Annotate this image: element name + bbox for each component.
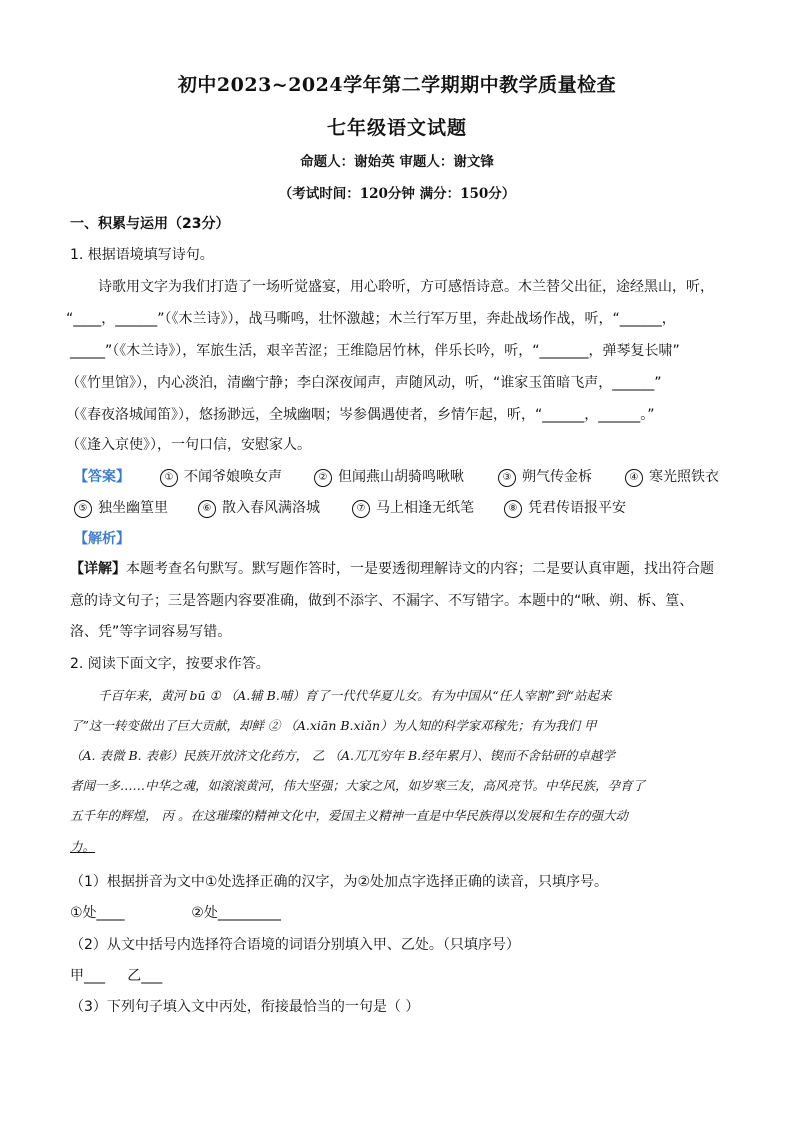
sub-question-2-blanks[interactable]: 甲___ 乙___ xyxy=(70,968,163,984)
exam-info: （考试时间：120分钟 满分：150分） xyxy=(278,186,516,202)
passage-line: 了”这一转变做出了巨大贡献，却鲜 ② （A.xiān B.xiǎn）为人知的科学家邓稼先；有为我们 甲 xyxy=(70,718,597,733)
passage-line: （A. 表微 B. 表彰）民族开放济文化药方， 乙 （A.兀兀穷年 B.经年累月）、锲而不舍钻研的卓越学 xyxy=(70,748,615,763)
question-1-text-line: （《逢入京使》），一句口信，安慰家人。 xyxy=(66,437,311,453)
answer-item: ⑥ 散入春风满洛城 xyxy=(198,497,320,518)
passage-line: 五千年的辉煌， 丙 。在这璀璨的精神文化中，爱国主义精神一直是中华民族得以发展和生存的强大动 xyxy=(70,808,628,823)
detail-line: 洛、凭”等字词容易写错。 xyxy=(70,624,232,640)
answer-item: ④ 寒光照铁衣 xyxy=(625,466,719,487)
answer-item: ② 但闻燕山胡骑鸣啾啾 xyxy=(314,466,464,487)
question-1-text-line: （《春夜洛城闻笛》），悠扬渺远，全城幽咽；岑参偶遇使者，乡情乍起，听，“______，______。” xyxy=(66,407,655,423)
sub-question-3: （3）下列句子填入文中丙处，衔接最恰当的一句是（ ） xyxy=(70,999,420,1015)
answer-item: ① 不闻爷娘唤女声 xyxy=(160,466,282,487)
answer-item: ③ 朔气传金柝 xyxy=(498,466,592,487)
question-1-text-line: 诗歌用文字为我们打造了一场听觉盛宴，用心聆听，方可感悟诗意。木兰替父出征，途经黑山，听， xyxy=(98,279,714,295)
exam-title: 初中2023~2024学年第二学期期中教学质量检查 xyxy=(177,74,617,96)
passage-line: 力。 xyxy=(70,839,96,854)
detail-line: 意的诗文句子；三是答题内容要准确，做到不添字、不漏字、不写错字。本题中的“啾、朔、柝、篁、 xyxy=(70,593,694,609)
question-2-prompt: 2. 阅读下面文字，按要求作答。 xyxy=(70,656,270,672)
question-1-text-line: _____”（《木兰诗》），军旅生活，艰辛苦涩；王维隐居竹林，伴乐长吟，听，“_______，弹琴复长啸” xyxy=(70,343,680,359)
analysis-label: 【解析】 xyxy=(74,531,130,547)
sub-question-2: （2）从文中括号内选择符合语境的词语分别填入甲、乙处。（只填序号） xyxy=(70,937,520,953)
detail-label: 【详解】 xyxy=(70,561,126,577)
question-1-text-line: （《竹里馆》），内心淡泊，清幽宁静；李白深夜闻声，声随风动，听，“谁家玉笛暗飞声，______” xyxy=(66,375,662,391)
detail-line: 【详解】本题考查名句默写。默写题作答时，一是要透彻理解诗文的内容；二是要认真审题，找出符合题 xyxy=(70,561,714,577)
answer-item: ⑧ 凭君传语报平安 xyxy=(504,497,626,518)
section-heading: 一、积累与运用（23分） xyxy=(70,216,230,232)
exam-subtitle: 七年级语文试题 xyxy=(326,117,467,139)
passage-line: 者闻一多……中华之魂，如滚滚黄河，伟大坚强；大家之风，如岁寒三友，高风亮节。中华民族，孕育了 xyxy=(70,778,646,793)
answer-item: ⑦ 马上相逢无纸笔 xyxy=(352,497,474,518)
passage-line: 千百年来，黄河 bū ① （A.辅 B.哺）育了一代代华夏儿女。有为中国从“任人宰割”到“站起来 xyxy=(98,688,612,703)
sub-question-1-blanks[interactable]: ①处____ ②处_________ xyxy=(70,905,281,921)
question-1-text-line: “____，______”（《木兰诗》），战马嘶鸣，壮怀激越；木兰行军万里，奔赴战场作战，听，“______， xyxy=(66,311,676,327)
sub-question-1: （1）根据拼音为文中①处选择正确的汉字，为②处加点字选择正确的读音，只填序号。 xyxy=(70,874,609,890)
answer-label: 【答案】 xyxy=(74,469,130,485)
question-1-prompt: 1. 根据语境填写诗句。 xyxy=(70,247,214,263)
exam-authors: 命题人：谢始英 审题人：谢文锋 xyxy=(300,154,494,170)
answer-item: ⑤ 独坐幽篁里 xyxy=(74,497,168,518)
